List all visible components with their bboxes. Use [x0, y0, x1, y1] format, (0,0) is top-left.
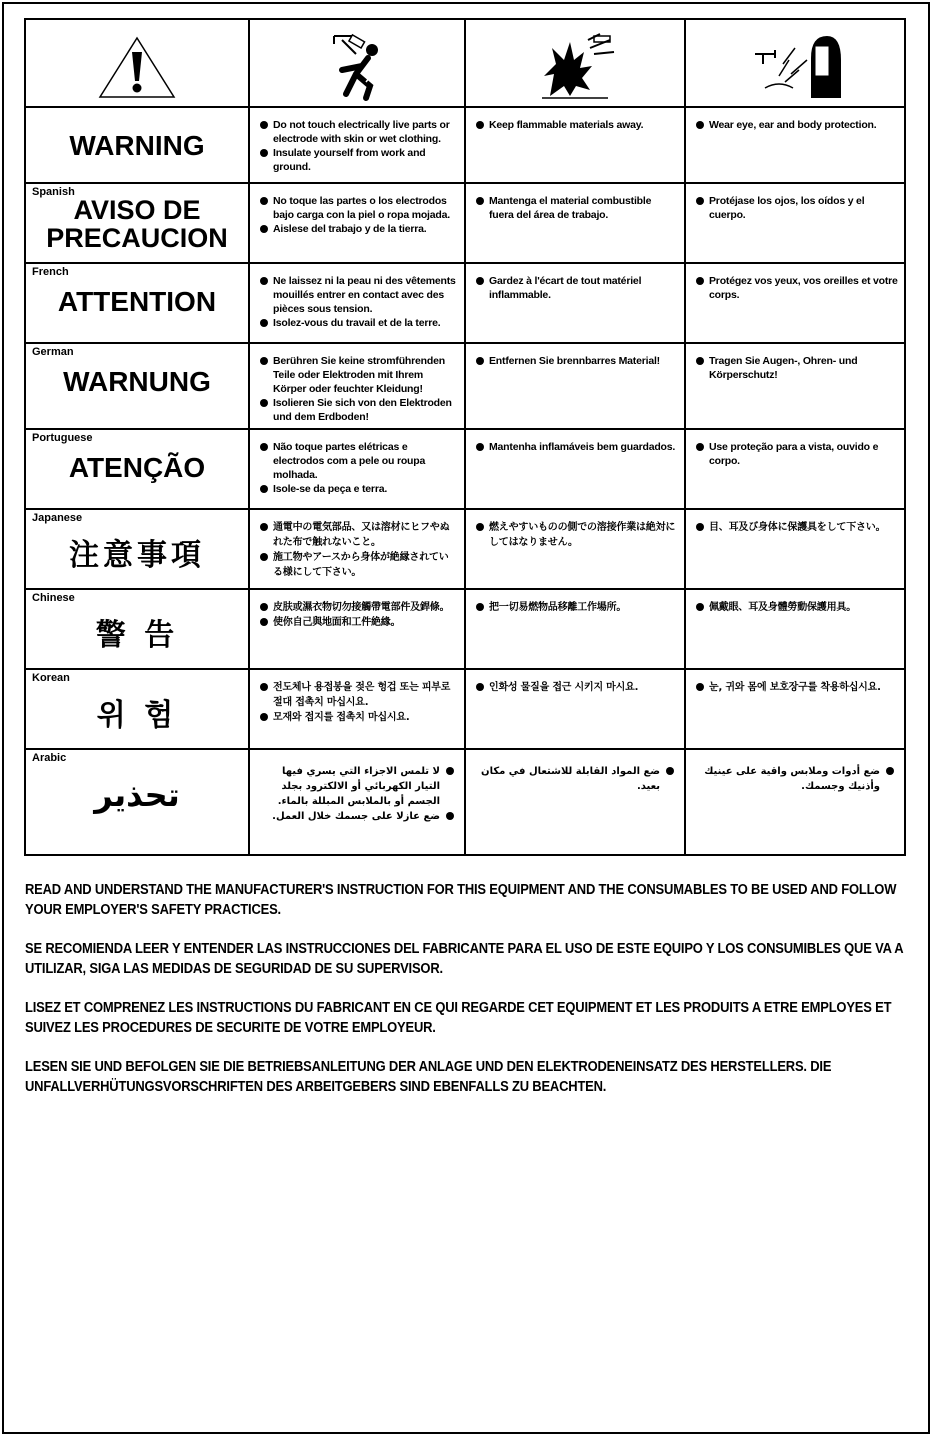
protection-cell [685, 107, 905, 183]
shock-list [250, 264, 464, 334]
list-item: 把一切易燃物品移離工作場所。 [474, 600, 678, 615]
list-item: لا تلمس الاجزاء التي يسري فيها التيار الكهربائي أو الالكترود بجلد الجسم أو بالملابس المبللة بالماء. [258, 764, 454, 809]
fire-cell [465, 183, 685, 263]
shock-cell [249, 669, 465, 749]
fire-list [466, 108, 684, 136]
shock-list [250, 430, 464, 500]
list-item: ضع المواد القابلة للاشتعال في مكان بعيد. [474, 764, 674, 794]
signal-cell [25, 263, 249, 343]
list-item: 通電中の電気部品、又は溶材にヒフやぬれた布で触れないこと。 [258, 520, 458, 550]
protection-cell [685, 589, 905, 669]
protection-cell [685, 263, 905, 343]
table-row [25, 589, 905, 669]
language-label: Korean [32, 672, 70, 684]
shock-cell [249, 183, 465, 263]
note-french: LISEZ ET COMPRENEZ LES INSTRUCTIONS DU FABRICANT EN CE QUI REGARDE CET EQUIPMENT ET LES PRODUITS A ETRE EMPLOYES ET SUIVEZ LES PROCEDURES DE SECURITE DE VOTRE EMPLOYEUR. [25, 1000, 892, 1036]
list-item: Do not touch electrically live parts or electrode with skin or wet clothing. [258, 118, 458, 146]
language-label: Japanese [32, 512, 83, 524]
signal-cell [25, 589, 249, 669]
shock-cell [249, 343, 465, 429]
language-label: Chinese [32, 592, 75, 604]
shock-cell [249, 429, 465, 509]
table-row [25, 509, 905, 589]
list-item: Tragen Sie Augen-, Ohren- und Körperschutz! [694, 354, 898, 382]
list-item: Aislese del trabajo y de la tierra. [258, 222, 458, 236]
warning-icon-cell [25, 19, 249, 107]
signal-word: ATENÇÃO [68, 452, 206, 483]
signal-cell [25, 669, 249, 749]
instruction-notes [25, 880, 905, 1116]
fire-cell [465, 589, 685, 669]
protection-list [686, 108, 904, 136]
list-item: Gardez à l'écart de tout matériel inflammable. [474, 274, 678, 302]
list-item: Wear eye, ear and body protection. [694, 118, 898, 132]
list-item: Berühren Sie keine stromführenden Teile oder Elektroden mit Ihrem Körper oder feuchter Kleidung! [258, 354, 458, 396]
list-item: Isolez-vous du travail et de la terre. [258, 316, 458, 330]
signal-word: تحذير [94, 776, 180, 814]
signal-cell [25, 183, 249, 263]
shock-list [250, 590, 464, 634]
signal-word: WARNING [69, 130, 205, 161]
list-item: Mantenha inflamáveis bem guardados. [474, 440, 678, 454]
list-item: 눈, 귀와 몸에 보호장구를 착용하십시요. [694, 680, 898, 695]
signal-word: 注意事項 [69, 538, 205, 573]
electric-shock-icon [312, 30, 402, 104]
list-item: Isole-se da peça e terra. [258, 482, 458, 496]
fire-cell [465, 343, 685, 429]
list-item: Entfernen Sie brennbarres Material! [474, 354, 678, 368]
list-item: Não toque partes elétricas e electrodos com a pele ou roupa molhada. [258, 440, 458, 482]
shock-list [250, 108, 464, 178]
list-item: Use proteção para a vista, ouvido e corpo. [694, 440, 898, 468]
signal-cell [25, 107, 249, 183]
table-row [25, 749, 905, 855]
signal-word: AVISO DE PRECAUCION [46, 195, 228, 253]
table-row [25, 343, 905, 429]
shock-cell [249, 263, 465, 343]
table-row [25, 263, 905, 343]
list-item: 目、耳及び身体に保護具をして下さい。 [694, 520, 898, 535]
eye-ear-protection-icon [745, 30, 845, 104]
list-item: 인화성 물질을 접근 시키지 마시요. [474, 680, 678, 695]
shock-list [250, 510, 464, 584]
icon-row [25, 19, 905, 107]
signal-word: 警 告 [95, 618, 179, 653]
table-row [25, 669, 905, 749]
list-item: 모재와 접지를 접촉치 마십시요. [258, 710, 458, 725]
language-label: Arabic [32, 752, 67, 764]
shock-list [250, 184, 464, 240]
table-row [25, 107, 905, 183]
fire-cell [465, 509, 685, 589]
protection-list [686, 670, 904, 699]
protection-cell [685, 429, 905, 509]
note-spanish: SE RECOMIENDA LEER Y ENTENDER LAS INSTRUCCIONES DEL FABRICANTE PARA EL USO DE ESTE EQUIPO Y LOS CONSUMIBLES QUE VA A UTILIZAR, SIGA LAS MEDIDAS DE SEGURIDAD DE SU SUPERVISOR. [25, 941, 903, 977]
list-item: Mantenga el material combustible fuera del área de trabajo. [474, 194, 678, 222]
fire-explosion-icon [530, 30, 620, 104]
shock-cell [249, 749, 465, 855]
shock-cell [249, 107, 465, 183]
language-label: French [32, 266, 69, 278]
protection-cell [685, 749, 905, 855]
protection-list [686, 510, 904, 539]
fire-list [466, 670, 684, 699]
shock-list [250, 750, 464, 828]
note-german: LESEN SIE UND BEFOLGEN SIE DIE BETRIEBSANLEITUNG DER ANLAGE UND DEN ELEKTRODENEINSATZ DES HERSTELLERS. DIE UNFALLVERHÜTUNGSVORSCHRIFTEN DES ARBEITGEBERS SIND EBENFALLS ZU BEACHTEN. [25, 1059, 832, 1095]
table-row [25, 429, 905, 509]
protection-cell [685, 343, 905, 429]
signal-cell [25, 509, 249, 589]
fire-list [466, 344, 684, 372]
language-label: German [32, 346, 74, 358]
signal-word: 위 험 [96, 698, 178, 733]
list-item: Keep flammable materials away. [474, 118, 678, 132]
list-item: 佩戴眼、耳及身體勞動保護用具。 [694, 600, 898, 615]
warning-table [24, 18, 906, 856]
protection-cell [685, 183, 905, 263]
list-item: Insulate yourself from work and ground. [258, 146, 458, 174]
protection-list [686, 750, 904, 798]
shock-list [250, 670, 464, 729]
shock-cell [249, 589, 465, 669]
protection-list [686, 264, 904, 306]
list-item: Ne laissez ni la peau ni des vêtements mouillés entrer en contact avec des pièces sous tension. [258, 274, 458, 316]
list-item: ضع عازلا على جسمك خلال العمل. [258, 809, 454, 824]
protection-cell [685, 509, 905, 589]
fire-cell [465, 263, 685, 343]
protection-list [686, 430, 904, 472]
warning-triangle-icon [97, 34, 177, 100]
fire-cell [465, 749, 685, 855]
fire-list [466, 590, 684, 619]
list-item: Isolieren Sie sich von den Elektroden und dem Erdboden! [258, 396, 458, 424]
protection-cell [685, 669, 905, 749]
list-item: No toque las partes o los electrodos bajo carga con la piel o ropa mojada. [258, 194, 458, 222]
list-item: Protéjase los ojos, los oídos y el cuerpo. [694, 194, 898, 222]
signal-word: ATTENTION [57, 286, 217, 317]
language-label: Portuguese [32, 432, 93, 444]
list-item: ضع أدوات وملابس واقية على عينيك وأذنيك وجسمك. [694, 764, 894, 794]
shock-icon-cell [249, 19, 465, 107]
list-item: Protégez vos yeux, vos oreilles et votre corps. [694, 274, 898, 302]
list-item: 燃えやすいものの側での溶接作業は絶対にしてはなりません。 [474, 520, 678, 550]
fire-list [466, 184, 684, 226]
shock-cell [249, 509, 465, 589]
fire-cell [465, 669, 685, 749]
fire-cell [465, 107, 685, 183]
list-item: 使你自己與地面和工件絶緣。 [258, 615, 458, 630]
shock-list [250, 344, 464, 428]
fire-icon-cell [465, 19, 685, 107]
fire-list [466, 510, 684, 554]
protection-list [686, 590, 904, 619]
note-english: READ AND UNDERSTAND THE MANUFACTURER'S INSTRUCTION FOR THIS EQUIPMENT AND THE CONSUMABLES TO BE USED AND FOLLOW YOUR EMPLOYER'S SAFETY PRACTICES. [25, 882, 897, 918]
list-item: 전도체나 용접봉을 젖은 헝겁 또는 피부로 절대 접촉치 마십시요. [258, 680, 458, 710]
signal-cell [25, 343, 249, 429]
signal-word: WARNUNG [63, 366, 211, 397]
protection-list [686, 184, 904, 226]
list-item: 施工物やアースから身体が絶縁されている様にして下さい。 [258, 550, 458, 580]
fire-list [466, 430, 684, 458]
protection-list [686, 344, 904, 386]
signal-cell [25, 429, 249, 509]
fire-cell [465, 429, 685, 509]
fire-list [466, 264, 684, 306]
fire-list [466, 750, 684, 798]
language-label: Spanish [32, 186, 75, 198]
protection-icon-cell [685, 19, 905, 107]
list-item: 皮肤或濕衣物切勿接觸帶電部件及銲條。 [258, 600, 458, 615]
table-row [25, 183, 905, 263]
signal-cell [25, 749, 249, 855]
